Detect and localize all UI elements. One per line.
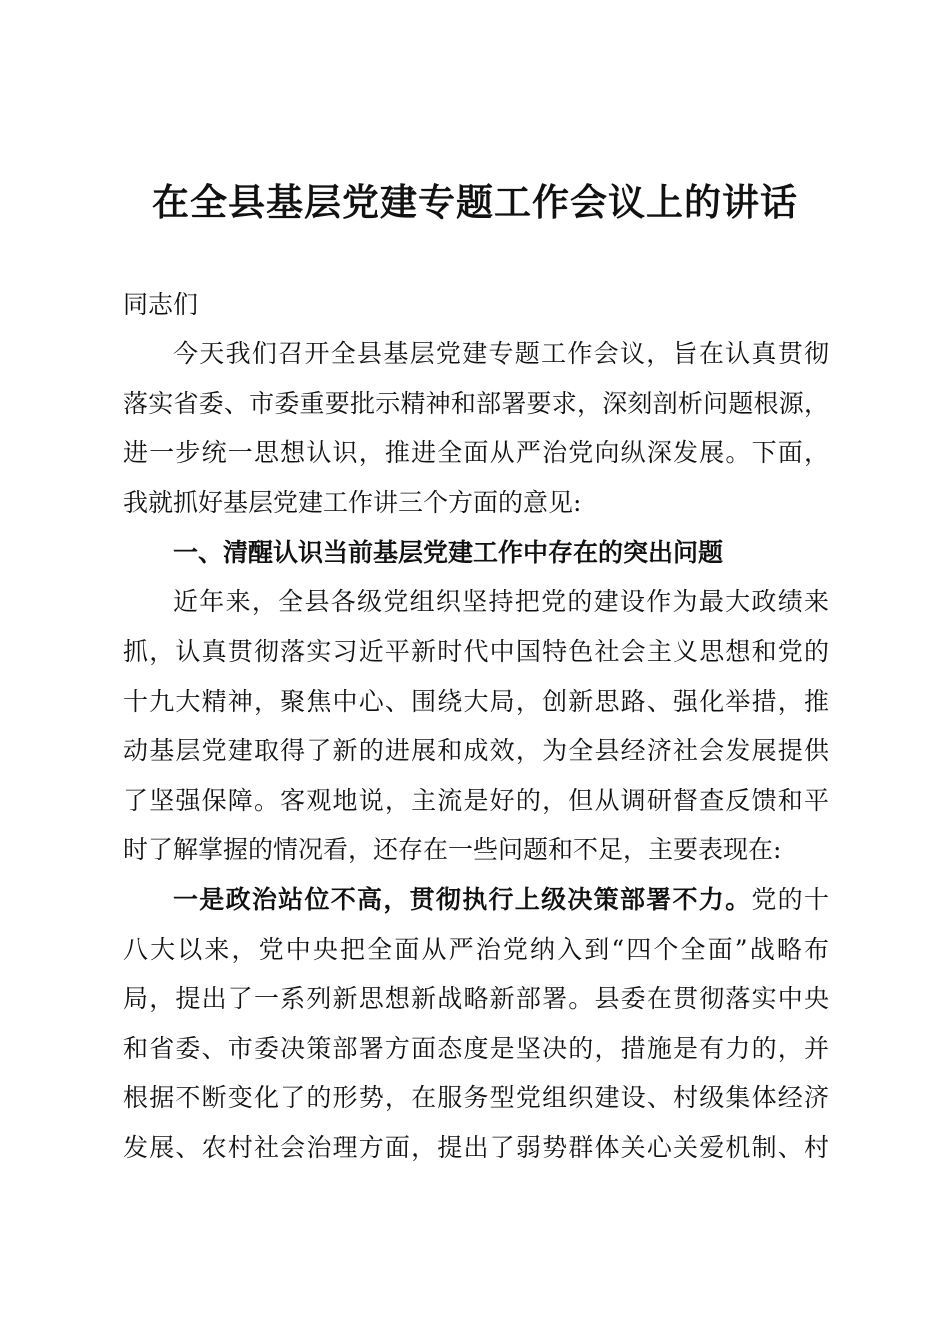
para3-line-3: 和省委、市委决策部署方面态度是坚决的，措施是有力的，并 bbox=[123, 1034, 829, 1063]
salutation: 同志们 bbox=[123, 290, 199, 319]
para2-line-1: 近年来，全县各级党组织坚持把党的建设作为最大政绩来 bbox=[173, 587, 829, 616]
para3-line-2: 局，提出了一系列新思想新战略新部署。县委在贯彻落实中央 bbox=[123, 984, 829, 1013]
para3-line-4: 根据不断变化了的形势，在服务型党组织建设、村级集体经济 bbox=[123, 1083, 829, 1112]
point1-lead-rest: 党的十 bbox=[751, 885, 829, 914]
para2-line-3: 十九大精神，聚焦中心、围绕大局，创新思路、强化举措，推 bbox=[123, 687, 829, 716]
para2-line-6: 时了解掌握的情况看，还存在一些问题和不足，主要表现在: bbox=[123, 835, 782, 864]
document-title: 在全县基层党建专题工作会议上的讲话 bbox=[152, 180, 798, 224]
para3-line-5: 发展、农村社会治理方面，提出了弱势群体关心关爱机制、村 bbox=[123, 1133, 829, 1162]
para2-line-5: 了坚强保障。客观地说，主流是好的，但从调研督查反馈和平 bbox=[123, 786, 829, 815]
para3-line-1: 八大以来，党中央把全面从严治党纳入到“四个全面”战略布 bbox=[123, 935, 829, 964]
point1-bold-lead: 一是政治站位不高，贯彻执行上级决策部署不力。 bbox=[173, 885, 752, 914]
point1-line-1 bbox=[173, 875, 829, 925]
intro-line-4: 我就抓好基层党建工作讲三个方面的意见: bbox=[123, 488, 582, 517]
intro-line-3: 进一步统一思想认识，推进全面从严治党向纵深发展。下面， bbox=[123, 438, 829, 467]
para2-line-2: 抓，认真贯彻落实习近平新时代中国特色社会主义思想和党的 bbox=[123, 637, 829, 666]
para2-line-4: 动基层党建取得了新的进展和成效，为全县经济社会发展提供 bbox=[123, 736, 829, 765]
section-heading-1: 一、清醒认识当前基层党建工作中存在的突出问题 bbox=[173, 538, 724, 567]
intro-line-2: 落实省委、市委重要批示精神和部署要求，深刻剖析问题根源， bbox=[123, 389, 829, 418]
intro-line-1: 今天我们召开全县基层党建专题工作会议，旨在认真贯彻 bbox=[173, 339, 829, 368]
